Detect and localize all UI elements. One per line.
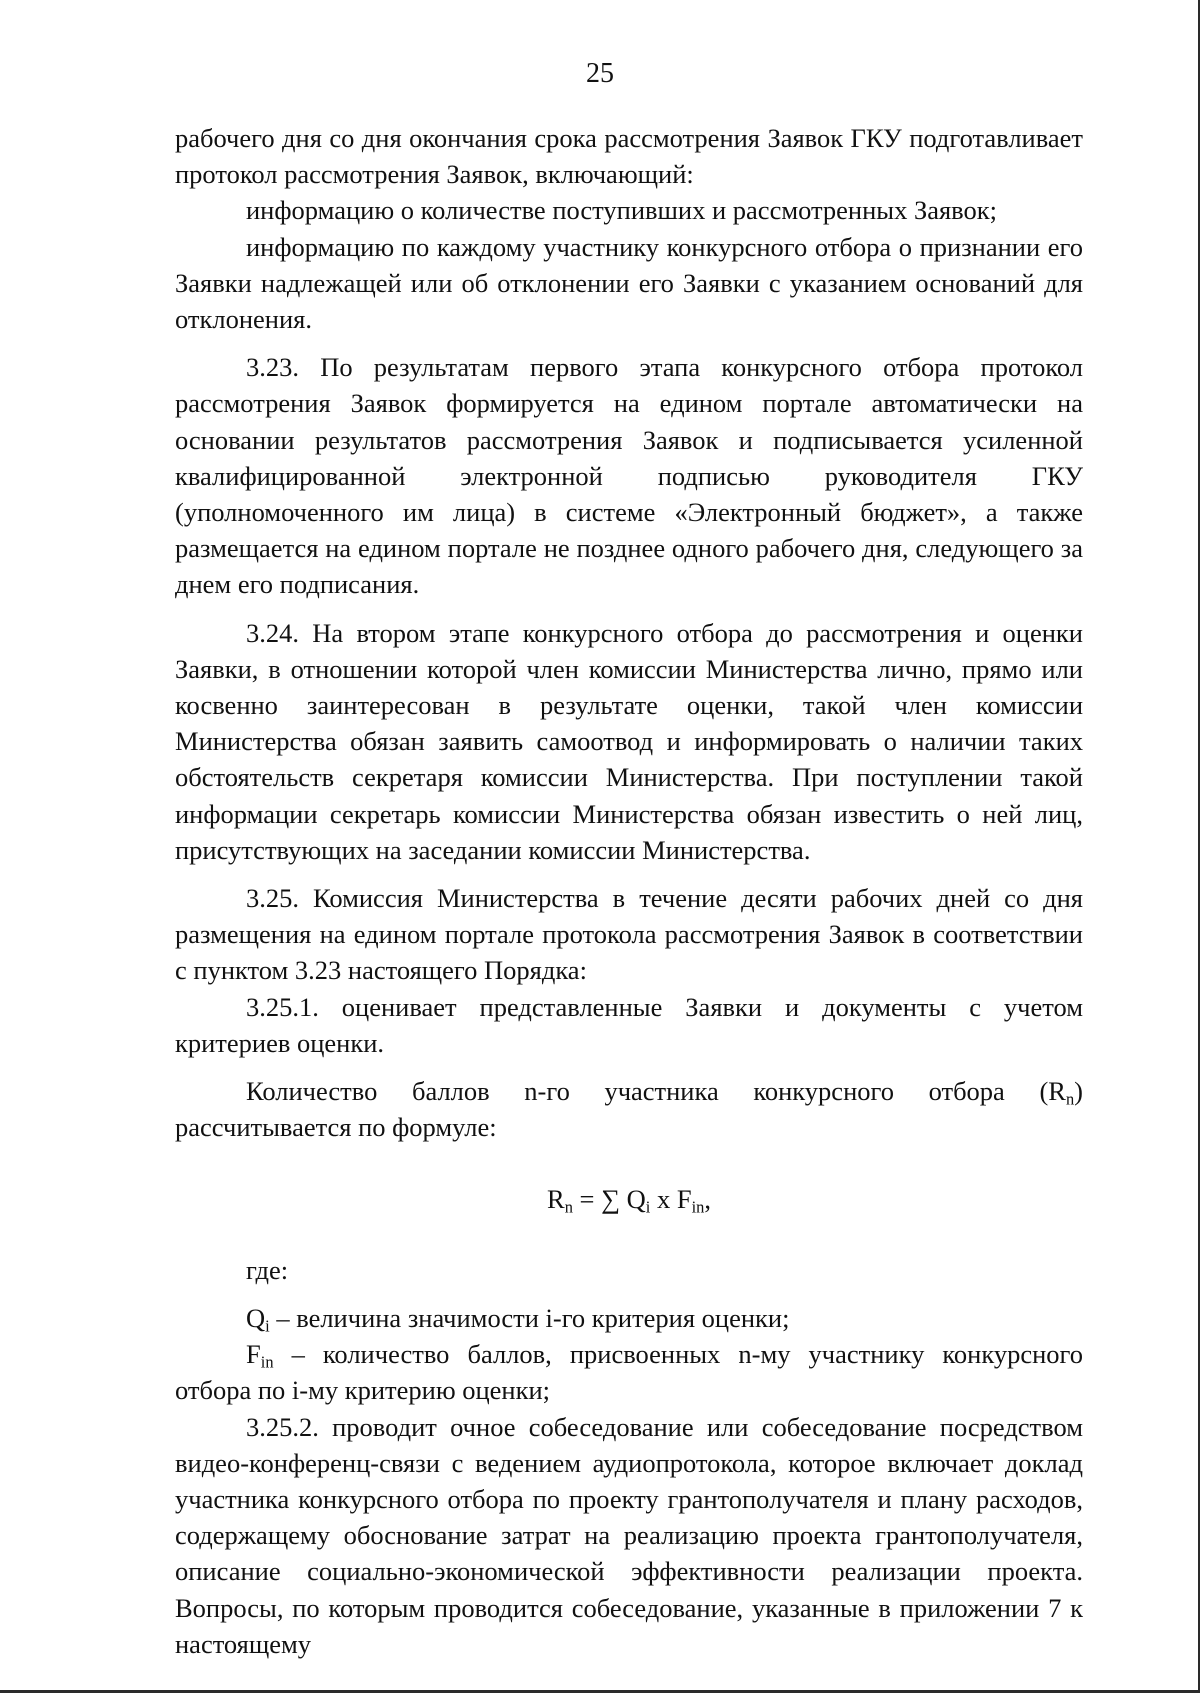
paragraph-3-24: 3.24. На втором этапе конкурсного отбора до рассмотрения и оценки Заявки, в отношении которой член комиссии Министерства лично, прямо или косвенно заинтересован в результате оценки, такой член комиссии Министерства обязан заявить самоотвод и информировать о наличии таких обстоятельств секретаря комиссии Министерства. При поступлении такой информации секретарь комиссии Министерства обязан известить о ней лиц, присутствующих на заседании комиссии Министерства. [175,617,1083,865]
definition-q-subscript: i [265,1316,270,1336]
score-formula [175,1181,1083,1217]
score-intro-text: Количество баллов n-го участника конкурсного отбора (R [246,1076,1066,1107]
formula-r-subscript: n [564,1198,573,1218]
formula-r: R [547,1184,565,1215]
paragraph-score-intro [175,1073,1083,1145]
paragraph-3-25-2: 3.25.2. проводит очное собеседование или собеседование посредством видео-конференц-связи с ведением аудиопротокола, которое включает доклад участника конкурсного отбора по проекту грантополучателя и плану расходов, содержащему обоснование затрат на реализацию проекта грантополучателя, описание социально-экономической эффективности реализации проекта. Вопросы, по которым проводится собеседование, указанные в приложении 7 к настоящему [175,1411,1083,1659]
formula-f-subscript: in [691,1198,705,1218]
score-intro-text-end: ) рассчитывается по формуле: [175,1076,1083,1143]
document-body [175,120,1083,1662]
paragraph: рабочего дня со дня окончания срока рассмотрения Заявок ГКУ подготавливает протокол рассмотрения Заявок, включающий: [175,123,1083,190]
definition-f [175,1336,1083,1408]
score-intro-subscript: n [1065,1089,1075,1109]
paragraph: информацию о количестве поступивших и рассмотренных Заявок; [246,195,998,226]
definition-f-text: – количество баллов, присвоенных n-му участнику конкурсного отбора по i-му критерию оценки; [175,1339,1083,1406]
formula-x-f: x F [650,1184,692,1215]
definition-f-subscript: in [260,1352,274,1372]
formula-sum-q: = ∑ Q [572,1184,646,1215]
page-number: 25 [586,58,614,89]
paragraph-3-25-1: 3.25.1. оценивает представленные Заявки и документы с учетом критериев оценки. [175,991,1083,1058]
paragraph-where: где: [246,1254,289,1285]
paragraph-3-23: 3.23. По результатам первого этапа конкурсного отбора протокол рассмотрения Заявок формируется на едином портале автоматически на основании результатов рассмотрения Заявок и подписывается усиленной квалифицированной электронной подписью руководителя ГКУ (уполномоченного им лица) в системе «Электронный бюджет», а также размещается на едином портале не позднее одного рабочего дня, следующего за днем его подписания. [175,352,1083,600]
paragraph-3-25: 3.25. Комиссия Министерства в течение десяти рабочих дней со дня размещения на едином портале протокола рассмотрения Заявок в соответствии с пунктом 3.23 настоящего Порядка: [175,883,1083,986]
paragraph: информацию по каждому участнику конкурсного отбора о признании его Заявки надлежащей или об отклонении его Заявки с указанием оснований для отклонения. [175,231,1083,335]
formula-q-subscript: i [645,1198,651,1218]
definition-q [175,1300,1083,1336]
definition-q-text: – величина значимости i-го критерия оценки; [269,1302,790,1333]
definition-q-symbol: Q [246,1302,266,1333]
formula-end: , [704,1184,711,1215]
definition-f-symbol: F [246,1339,261,1370]
